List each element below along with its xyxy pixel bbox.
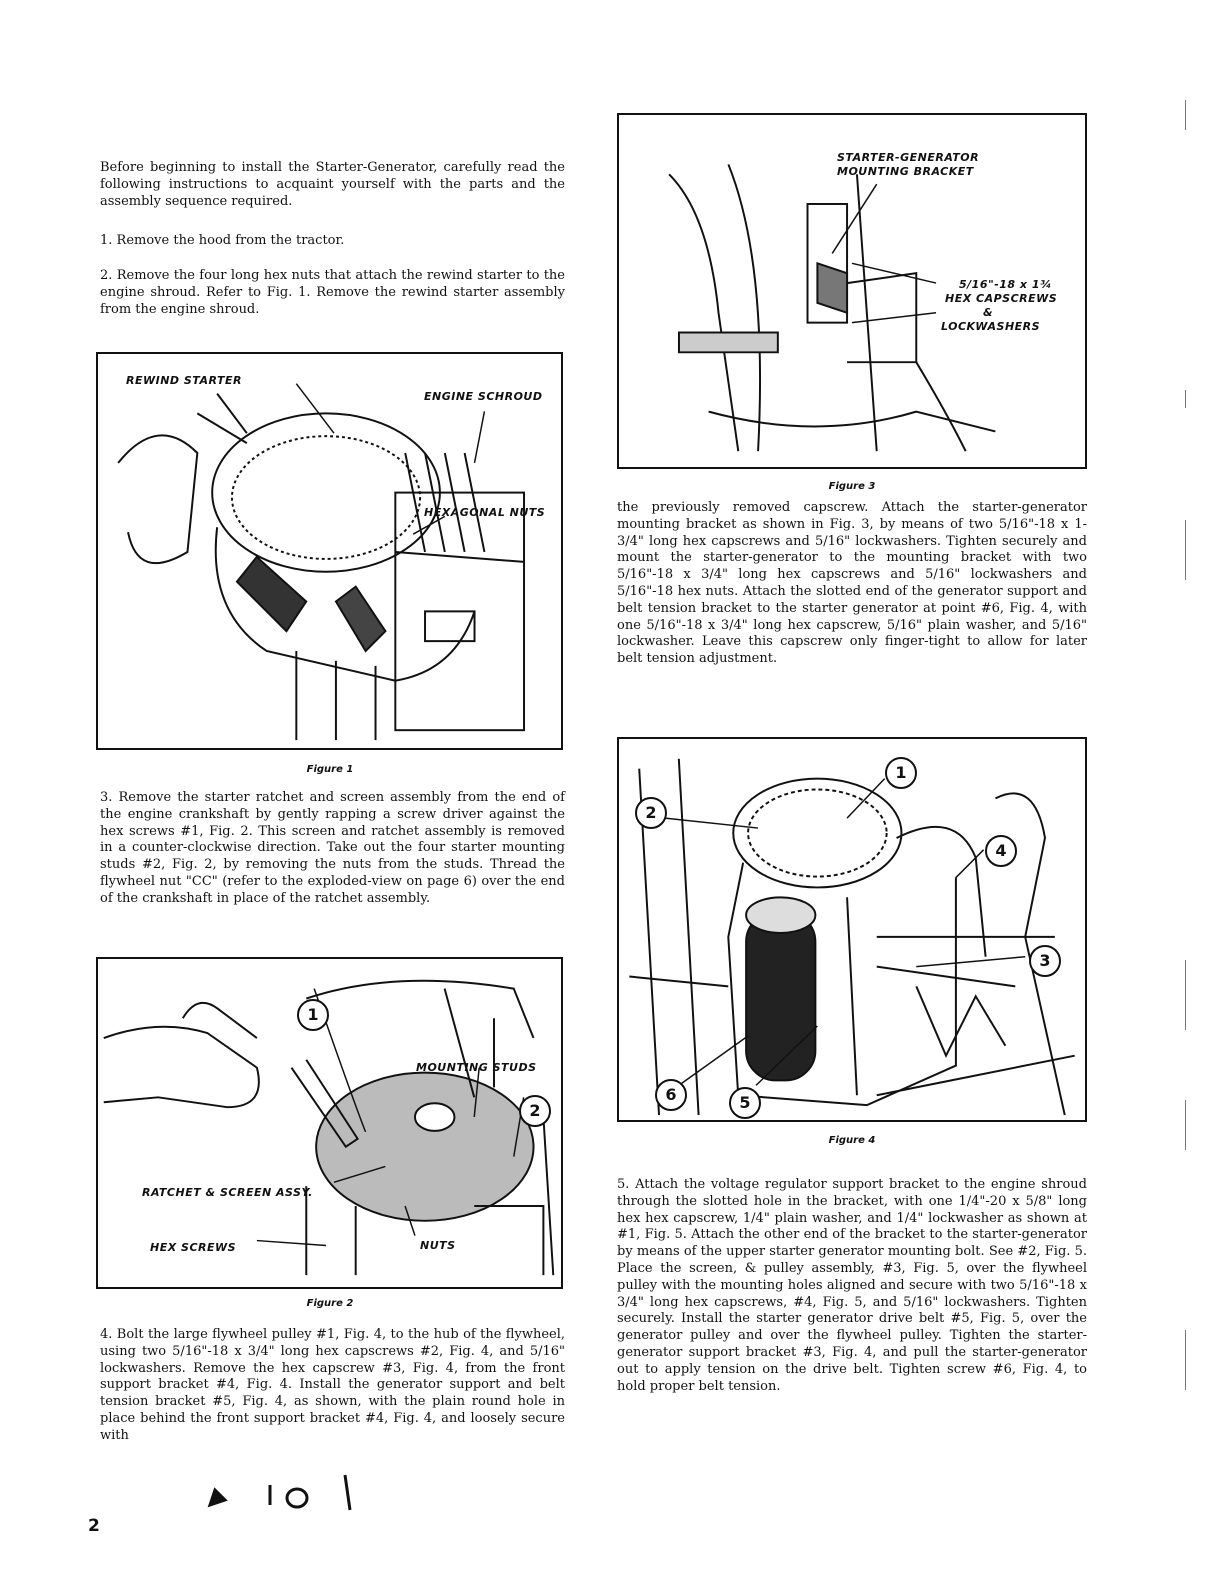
- figure-4-callout-1: 1: [885, 757, 917, 789]
- label-bracket-line2: MOUNTING BRACKET: [837, 165, 974, 178]
- margin-mark: [1185, 1100, 1186, 1150]
- margin-mark: [1185, 390, 1186, 408]
- ratchet-screen-illustration: [98, 959, 561, 1287]
- figure-4-callout-2: 2: [635, 797, 667, 829]
- figure-2-callout-2: 2: [519, 1095, 551, 1127]
- label-bracket-line1: STARTER-GENERATOR: [837, 151, 980, 164]
- figure-2-callout-1: 1: [297, 999, 329, 1031]
- figure-4-callout-6: 6: [655, 1079, 687, 1111]
- margin-mark: [1185, 100, 1186, 130]
- figure-4: [617, 737, 1087, 1122]
- label-ratchet-screen: RATCHET & SCREEN ASSY.: [142, 1186, 313, 1199]
- margin-mark: [1185, 520, 1186, 580]
- figure-4-callout-5: 5: [729, 1087, 761, 1119]
- label-hexagonal-nuts: HEXAGONAL NUTS: [424, 506, 546, 519]
- step-4-continued: the previously removed capscrew. Attach the starter-generator mounting bracket as shown in Fig. 3, by means of two 5/16"-18 x 1-3/4" long hex capscrews and 5/16" lockwashers. Tighten securely and mount the starter-generator to the mounting bracket with two 5/16"-18 x 3/4" long hex capscrews and 5/16" lockwashers and 5/16"-18 hex nuts. Attach the slotted end of the generator support and belt tension bracket to the starter generator at point #6, Fig. 4, with one 5/16"-18 x 3/4" long hex capscrew, 5/16" plain washer, and 5/16" lockwasher. Leave this capscrew only finger-tight to allow for later belt tension adjustment.: [617, 500, 1087, 667]
- page-number: 2: [88, 1516, 100, 1536]
- margin-mark: [1185, 1330, 1186, 1390]
- figure-4-caption: Figure 4: [828, 1135, 876, 1146]
- label-lockwashers: LOCKWASHERS: [941, 320, 1041, 333]
- figure-1-caption: Figure 1: [306, 764, 354, 775]
- step-1: 1. Remove the hood from the tractor.: [100, 233, 345, 248]
- scan-artifact: [195, 1460, 365, 1520]
- step-2: 2. Remove the four long hex nuts that attach the rewind starter to the engine shroud. Refer to Fig. 1. Remove the rewind starter assembly from the engine shroud.: [100, 268, 565, 317]
- rewind-starter-illustration: [98, 354, 561, 748]
- label-mounting-studs: MOUNTING STUDS: [416, 1061, 537, 1074]
- figure-2: [96, 957, 563, 1289]
- step-4: 4. Bolt the large flywheel pulley #1, Fig. 4, to the hub of the flywheel, using two 5/16"-18 x 3/4" long hex capscrews #2, Fig. 4, and 5/16" lockwashers. Remove the hex capscrew #3, Fig. 4, from the front support bracket #4, Fig. 4. Install the generator support and belt tension bracket #5, Fig. 4, as shown, with the plain round hole in place behind the front support bracket #4, Fig. 4, and loosely secure with: [100, 1327, 565, 1443]
- figure-3-caption: Figure 3: [828, 481, 876, 492]
- label-rewind-starter: REWIND STARTER: [126, 374, 242, 387]
- figure-1: [96, 352, 563, 750]
- margin-mark: [1185, 960, 1186, 1030]
- label-engine-shroud: ENGINE SCHROUD: [424, 390, 543, 403]
- figure-2-caption: Figure 2: [306, 1298, 354, 1309]
- intro-paragraph: Before beginning to install the Starter-Generator, carefully read the following instructions to acquaint yourself with the parts and the assembly sequence required.: [100, 160, 565, 209]
- label-nuts: NUTS: [420, 1239, 456, 1252]
- step-5: 5. Attach the voltage regulator support bracket to the engine shroud through the slotted hole in the bracket, with one 1/4"-20 x 5/8" long hex hex capscrew, 1/4" plain washer, and 1/4" lockwasher as shown at #1, Fig. 5. Attach the other end of the bracket to the starter-generator by means of the upper starter generator mounting bolt. See #2, Fig. 5. Place the screen, & pulley assembly, #3, Fig. 5, over the flywheel pulley with the mounting holes aligned and secure with two 5/16"-18 x 3/4" long hex capscrews, #4, Fig. 5, and 5/16" lockwashers. Tighten securely. Install the starter generator drive belt #5, Fig. 5, over the generator pulley and over the flywheel pulley. Tighten the starter-generator support bracket #3, Fig. 4, and pull the starter-generator out to apply tension on the drive belt. Tighten screw #6, Fig. 4, to hold proper belt tension.: [617, 1177, 1087, 1394]
- step-3: 3. Remove the starter ratchet and screen assembly from the end of the engine crankshaft by gently rapping a screw driver against the hex screws #1, Fig. 2. This screen and ratchet assembly is removed in a counter-clockwise direction. Take out the four starter mounting studs #2, Fig. 2, by removing the nuts from the studs. Thread the flywheel nut "CC" (refer to the exploded-view on page 6) over the end of the crankshaft in place of the ratchet assembly.: [100, 790, 565, 906]
- figure-4-callout-4: 4: [985, 835, 1017, 867]
- label-ampersand: &: [983, 306, 994, 319]
- label-capscrew-size: 5/16"-18 x 1¾: [959, 278, 1052, 291]
- figure-3: [617, 113, 1087, 469]
- figure-4-callout-3: 3: [1029, 945, 1061, 977]
- label-hex-screws: HEX SCREWS: [150, 1241, 237, 1254]
- flywheel-pulley-illustration: [619, 739, 1085, 1120]
- label-hex-capscrews: HEX CAPSCREWS: [945, 292, 1058, 305]
